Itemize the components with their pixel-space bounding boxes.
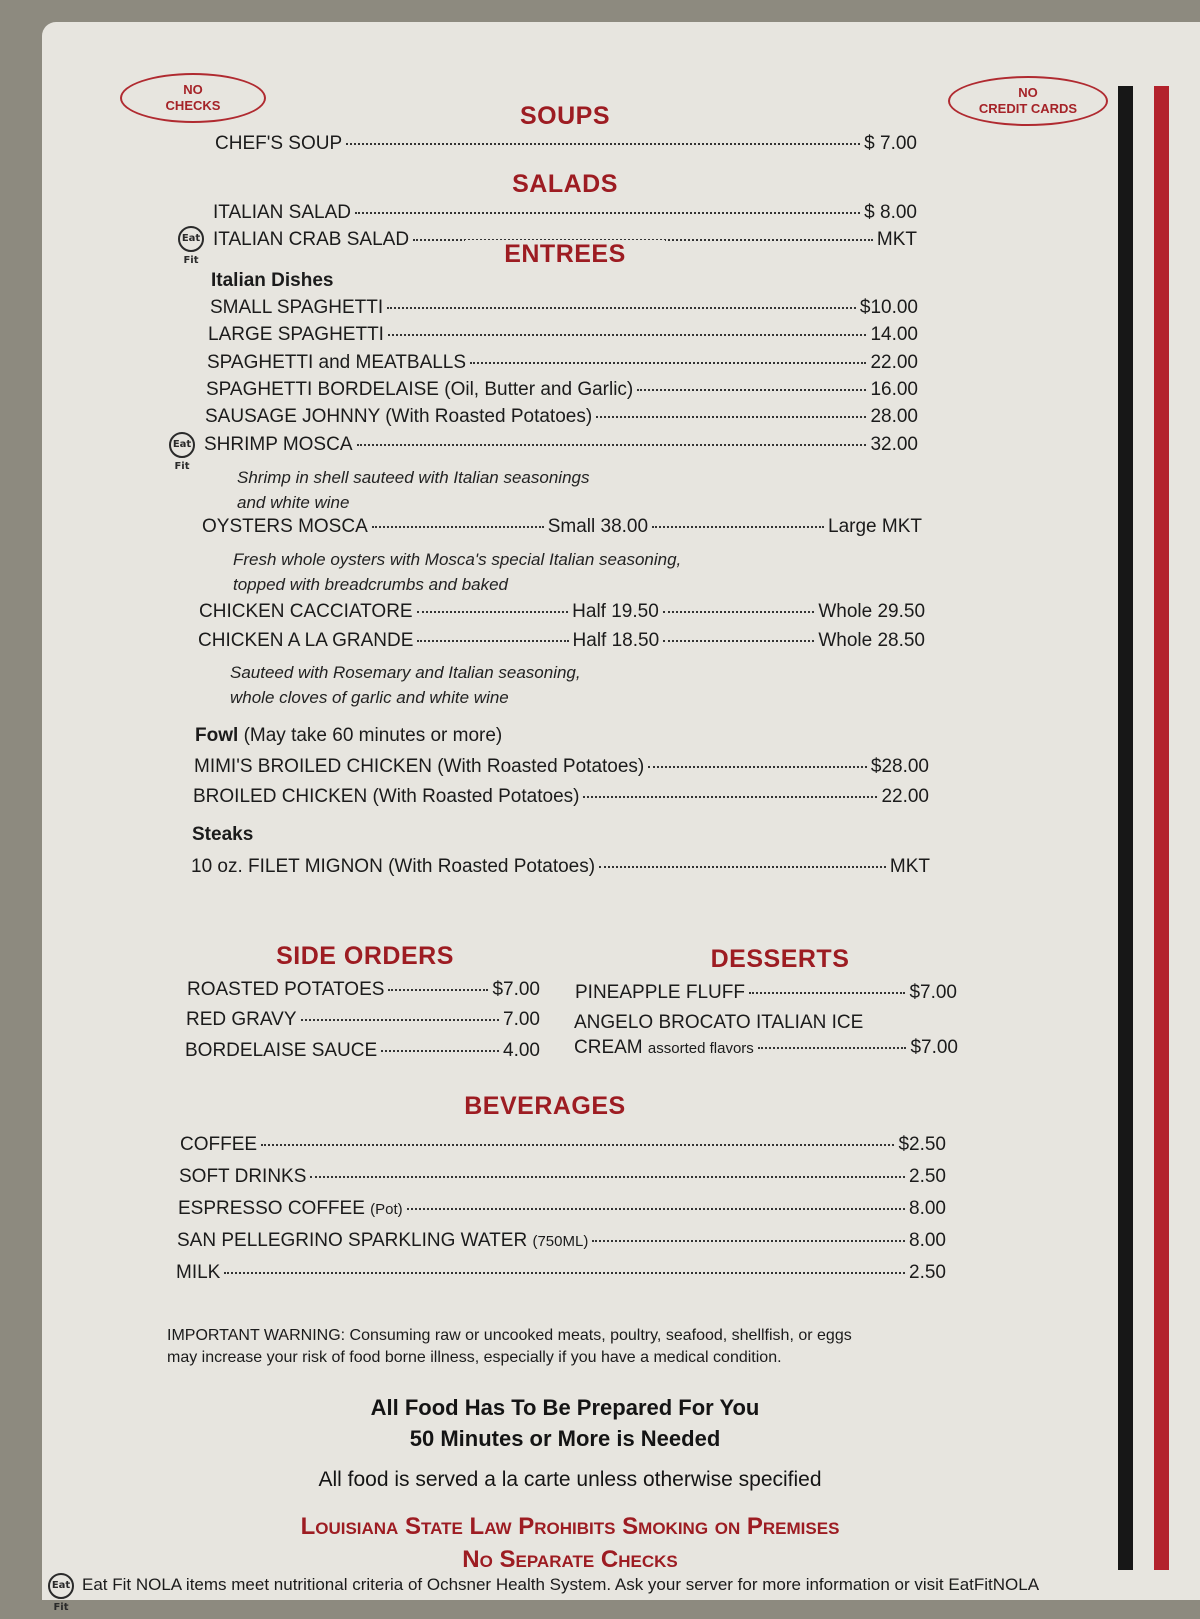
- no-credit-cards-stamp: [948, 76, 1108, 126]
- no-checks-text: NO CHECKS: [165, 82, 221, 113]
- item-price: 28.00: [870, 406, 918, 427]
- item-name: ESPRESSO COFFEE: [178, 1198, 365, 1219]
- dot-leader: [301, 1019, 500, 1021]
- item-price: MKT: [876, 229, 917, 250]
- dot-leader: [407, 1208, 905, 1210]
- menu-item: [179, 1166, 946, 1188]
- dot-leader: [224, 1272, 905, 1274]
- menu-item: [215, 133, 917, 155]
- dot-leader: [388, 334, 866, 336]
- item-price: 2.50: [909, 1262, 946, 1283]
- item-price: $28.00: [870, 756, 929, 777]
- menu-item: [207, 352, 918, 374]
- dot-leader: [758, 1047, 907, 1049]
- item-price: 22.00: [870, 352, 918, 373]
- law-line: No Separate Checks: [462, 1546, 678, 1573]
- no-checks-stamp: [120, 73, 266, 123]
- menu-item: [187, 979, 540, 1001]
- eat-fit-icon: Eat Fit: [169, 432, 195, 458]
- item-name: MIMI'S BROILED CHICKEN (With Roasted Potatoes): [194, 756, 645, 777]
- item-name: CREAM: [574, 1037, 643, 1058]
- dot-leader: [637, 389, 866, 391]
- item-price: $10.00: [859, 297, 918, 318]
- item-name: SAN PELLEGRINO SPARKLING WATER: [177, 1230, 528, 1251]
- dot-leader: [357, 444, 867, 446]
- no-credit-cards-text: NO CREDIT CARDS: [978, 85, 1078, 116]
- description-line: and white wine: [237, 493, 350, 512]
- dot-leader: [346, 143, 860, 145]
- menu-item-ice-line1: [574, 1012, 958, 1034]
- dot-leader: [663, 640, 814, 642]
- item-price: 8.00: [909, 1230, 946, 1251]
- menu-item: [177, 1230, 946, 1252]
- eat-fit-footer: Eat Fit NOLA items meet nutritional criteria of Ochsner Health System. Ask your server for more information or visit EatFitNOLA: [82, 1575, 1040, 1594]
- item-price: $ 7.00: [864, 133, 917, 154]
- warning-line: may increase your risk of food borne illness, especially if you have a medical condition.: [167, 1349, 782, 1366]
- item-price: 4.00: [503, 1040, 540, 1061]
- menu-item: [178, 1198, 946, 1220]
- description-line: topped with breadcrumbs and baked: [233, 575, 509, 594]
- item-name: SOFT DRINKS: [179, 1166, 307, 1187]
- item-price: 14.00: [870, 324, 918, 345]
- item-price: $ 8.00: [864, 202, 917, 223]
- menu-item: [205, 406, 918, 428]
- menu-item: [176, 1262, 946, 1284]
- item-name: ROASTED POTATOES: [187, 979, 385, 1000]
- steaks-title: Steaks: [192, 824, 254, 845]
- half-price: Half 19.50: [572, 601, 659, 622]
- menu-item: [194, 756, 929, 778]
- dot-leader: [583, 796, 877, 798]
- heading-salads: SALADS: [512, 170, 618, 198]
- dot-leader: [648, 766, 867, 768]
- item-note: assorted flavors: [647, 1040, 754, 1057]
- description-line: whole cloves of garlic and white wine: [230, 688, 509, 707]
- eat-fit-icon: Eat Fit: [178, 226, 204, 252]
- smoking-law-notice: [180, 1510, 960, 1576]
- item-name: SAUSAGE JOHNNY (With Roasted Potatoes): [205, 406, 593, 427]
- food-warning: [167, 1325, 852, 1369]
- menu-item: [575, 982, 957, 1004]
- item-name: CHICKEN CACCIATORE: [199, 601, 413, 622]
- prep-notice: [300, 1392, 830, 1454]
- item-price: MKT: [889, 856, 930, 877]
- small-price: Small 38.00: [547, 516, 649, 537]
- whole-price: Whole 29.50: [818, 601, 926, 622]
- large-price: Large MKT: [828, 516, 923, 537]
- menu-item: [204, 434, 918, 456]
- heading-soups: SOUPS: [519, 102, 611, 130]
- dot-leader: [599, 866, 886, 868]
- description-line: Fresh whole oysters with Mosca's special Italian seasoning,: [233, 550, 682, 569]
- prep-line: All Food Has To Be Prepared For You: [370, 1395, 760, 1420]
- dot-leader: [381, 1050, 499, 1052]
- menu-item: [186, 1009, 540, 1031]
- whole-price: Whole 28.50: [818, 630, 925, 651]
- item-price: $7.00: [492, 979, 540, 1000]
- item-note: (Pot): [370, 1201, 403, 1218]
- red-stripe: [1154, 86, 1169, 1570]
- italian-dishes-title: Italian Dishes: [211, 270, 334, 291]
- item-price: $7.00: [909, 982, 957, 1003]
- menu-item: [210, 297, 918, 319]
- item-name: COFFEE: [180, 1134, 258, 1155]
- heading-beverages: BEVERAGES: [464, 1092, 626, 1120]
- menu-item: [185, 1040, 540, 1062]
- item-price: 32.00: [870, 434, 918, 455]
- item-name: RED GRAVY: [186, 1009, 297, 1030]
- dot-leader: [592, 1240, 905, 1242]
- heading-entrees: ENTREES: [465, 240, 665, 269]
- dot-leader: [470, 362, 866, 364]
- item-name: ITALIAN CRAB SALAD: [213, 229, 410, 250]
- menu-item-ice-line2: [574, 1037, 958, 1059]
- menu-item: [213, 202, 917, 224]
- dot-leader: [261, 1144, 894, 1146]
- description-line: Sauteed with Rosemary and Italian seasoning,: [230, 663, 581, 682]
- item-name: 10 oz. FILET MIGNON (With Roasted Potatoes): [191, 856, 596, 877]
- menu-item-oysters: [202, 516, 922, 538]
- shrimp-description: [237, 465, 589, 515]
- item-name: ANGELO BROCATO ITALIAN ICE: [574, 1012, 864, 1033]
- a-la-carte-notice: All food is served a la carte unless otherwise specified: [318, 1468, 822, 1491]
- menu-item: [206, 379, 918, 401]
- item-name: BROILED CHICKEN (With Roasted Potatoes): [193, 786, 580, 807]
- dot-leader: [372, 526, 544, 528]
- item-name: MILK: [176, 1262, 221, 1283]
- menu-item: [208, 324, 918, 346]
- dot-leader: [596, 416, 866, 418]
- item-price: 22.00: [881, 786, 929, 807]
- item-name: CHEF'S SOUP: [215, 133, 343, 154]
- oysters-description: [233, 547, 681, 597]
- dot-leader: [417, 611, 569, 613]
- item-price: 7.00: [503, 1009, 540, 1030]
- item-price: $2.50: [898, 1134, 946, 1155]
- dot-leader: [663, 611, 815, 613]
- item-name: PINEAPPLE FLUFF: [575, 982, 745, 1003]
- fowl-label: Fowl: [195, 725, 239, 746]
- menu-item: [180, 1134, 946, 1156]
- heading-desserts: DESSERTS: [710, 945, 850, 973]
- menu-item: [191, 856, 930, 878]
- eat-fit-icon: Eat Fit: [48, 1573, 74, 1599]
- dot-leader: [417, 640, 568, 642]
- item-name: SMALL SPAGHETTI: [210, 297, 384, 318]
- menu-item-cacciatore: [199, 601, 925, 623]
- menu-item-grande: [198, 630, 925, 652]
- item-name: CHICKEN A LA GRANDE: [198, 630, 414, 651]
- item-price: 16.00: [870, 379, 918, 400]
- item-price: 8.00: [909, 1198, 946, 1219]
- dot-leader: [749, 992, 905, 994]
- dot-leader: [388, 989, 488, 991]
- heading-side-orders: SIDE ORDERS: [276, 942, 454, 970]
- fowl-note: (May take 60 minutes or more): [243, 725, 503, 746]
- item-name: OYSTERS MOSCA: [202, 516, 368, 537]
- item-price: 2.50: [909, 1166, 946, 1187]
- item-name: ITALIAN SALAD: [213, 202, 351, 223]
- dot-leader: [652, 526, 824, 528]
- chicken-description: [230, 660, 581, 710]
- law-line: Louisiana State Law Prohibits Smoking on Premises: [300, 1513, 840, 1540]
- item-note: (750ML): [532, 1233, 589, 1250]
- dot-leader: [355, 212, 860, 214]
- prep-line: 50 Minutes or More is Needed: [409, 1426, 721, 1451]
- dot-leader: [387, 307, 856, 309]
- item-price: $7.00: [910, 1037, 958, 1058]
- half-price: Half 18.50: [572, 630, 660, 651]
- fowl-title: [195, 725, 502, 747]
- description-line: Shrimp in shell sauteed with Italian seasonings: [237, 468, 590, 487]
- menu-item: [193, 786, 929, 808]
- item-name: SHRIMP MOSCA: [204, 434, 353, 455]
- item-name: LARGE SPAGHETTI: [208, 324, 384, 345]
- warning-line: IMPORTANT WARNING: Consuming raw or uncooked meats, poultry, seafood, shellfish, or eggs: [167, 1327, 852, 1344]
- black-stripe: [1118, 86, 1133, 1570]
- item-name: SPAGHETTI BORDELAISE (Oil, Butter and Garlic): [206, 379, 634, 400]
- dot-leader: [310, 1176, 905, 1178]
- item-name: BORDELAISE SAUCE: [185, 1040, 378, 1061]
- item-name: SPAGHETTI and MEATBALLS: [207, 352, 467, 373]
